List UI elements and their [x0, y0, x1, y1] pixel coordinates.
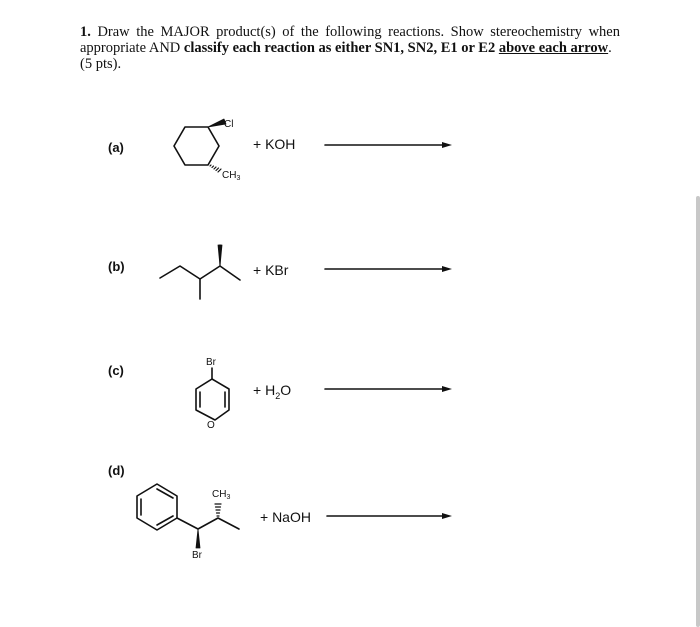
- atom-ch3-d: $CH_3$: [212, 489, 231, 501]
- question-bold-instruction: classify each reaction as either SN1, SN2, E1 or E2: [183, 40, 496, 56]
- side-chain: [177, 518, 239, 529]
- reaction-a-reagent: + KOH: [253, 136, 296, 152]
- reaction-b-label: (b): [108, 259, 125, 274]
- reaction-b-reagent: + KBr: [253, 262, 289, 278]
- atom-br-c: Br: [206, 357, 216, 368]
- question-points: (5 pts).: [80, 56, 122, 72]
- pyran-ring: [196, 379, 229, 420]
- vertical-scrollbar[interactable]: [696, 196, 700, 627]
- alkyl-chain: [160, 266, 240, 280]
- hash-bond-ch3: [210, 165, 221, 172]
- reaction-a-label: (a): [108, 140, 124, 155]
- reaction-c-label: (c): [108, 363, 124, 378]
- atom-o-c: O: [207, 420, 215, 431]
- question-underlined-instruction: above each arrow: [498, 40, 609, 56]
- reaction-d-reagent: + NaOH: [260, 509, 311, 525]
- benzene-ring: [137, 484, 177, 530]
- hash-bond-d-ch3: [215, 504, 221, 516]
- atom-ch3-a: $CH_3$: [222, 170, 241, 182]
- question-instruction: Draw the MAJOR product(s) of the following reactions. Show stereochemistry when appropriate AND: [80, 24, 620, 56]
- atom-br-d: Br: [192, 550, 202, 561]
- atom-cl: Cl: [224, 119, 234, 130]
- reaction-d-label: (d): [108, 463, 125, 478]
- cyclohexane-ring: [174, 127, 219, 165]
- wedge-bond-b: [218, 245, 222, 266]
- question-number: 1.: [80, 24, 91, 40]
- reaction-c-reagent: + $H_2O$: [253, 382, 292, 401]
- wedge-bond-d-br: [196, 529, 200, 548]
- question-text: 1. Draw the MAJOR product(s) of the following reactions. Show stereochemistry when appropriate AND classify each reaction as either SN1, SN2, E1 or E2 above each arrow. (5 pts).: [80, 24, 620, 72]
